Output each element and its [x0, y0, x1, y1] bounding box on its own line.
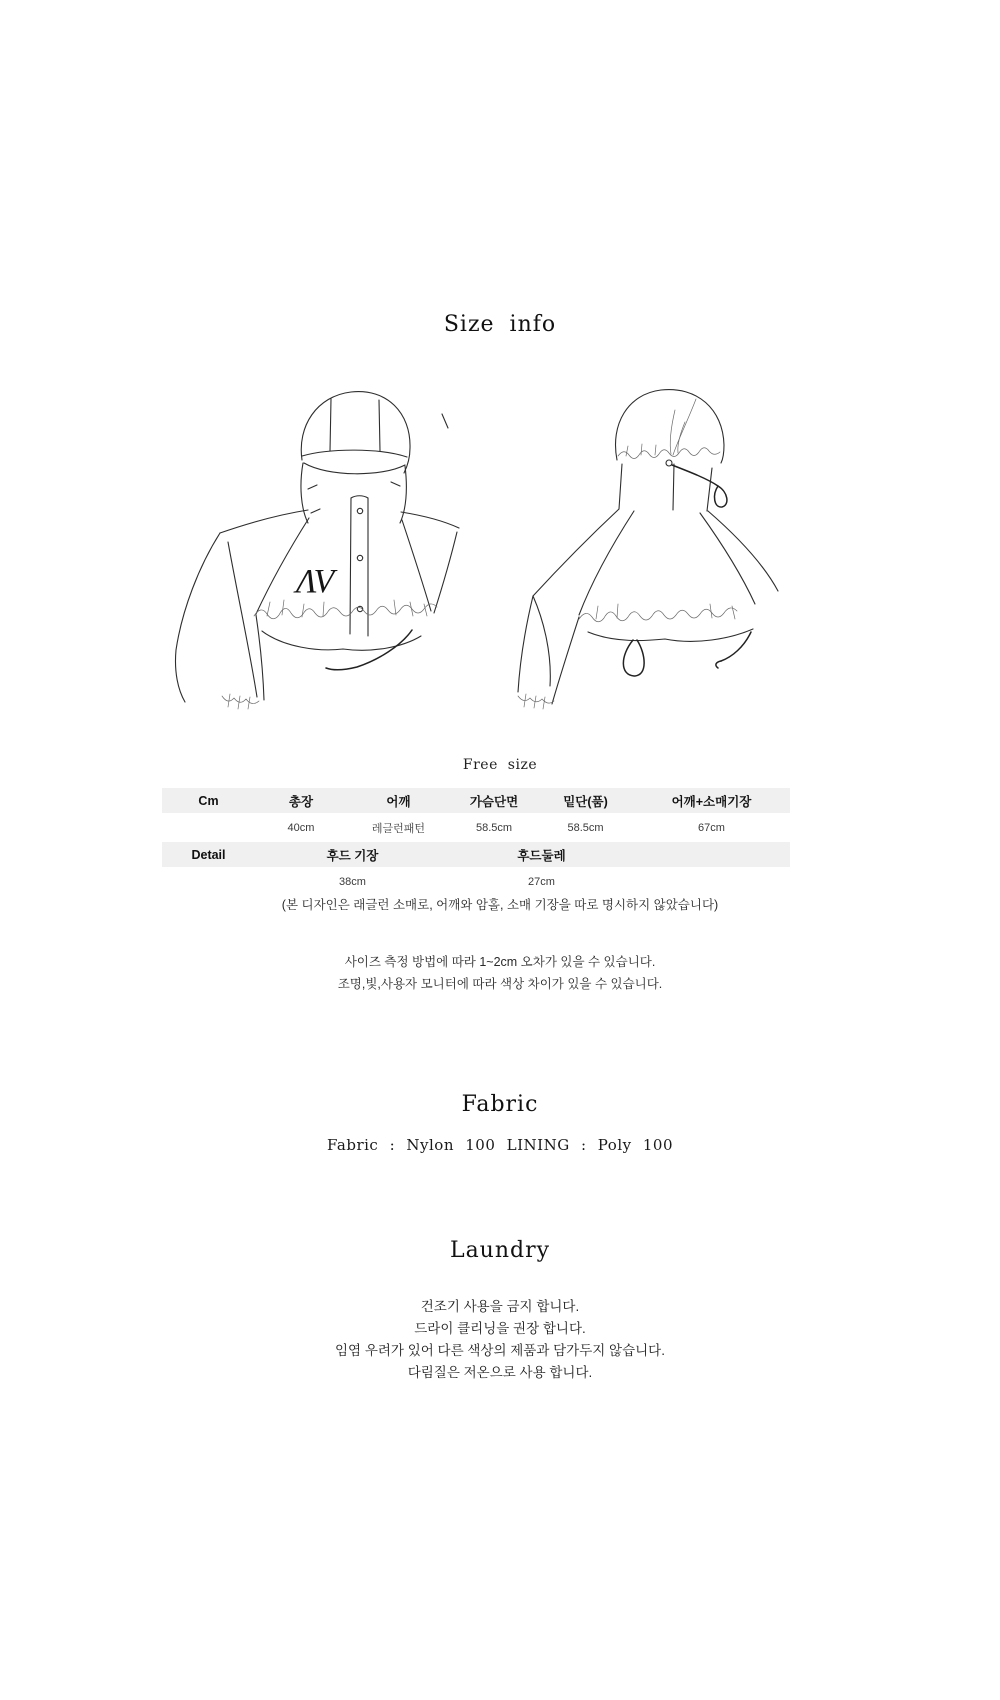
color-difference-disclaimer: 조명,빛,사용자 모니터에 따라 색상 차이가 있을 수 있습니다. — [337, 977, 663, 991]
value-hem: 58.5cm — [538, 813, 633, 842]
col-header-hood-length: 후드 기장 — [255, 842, 450, 867]
size-table — [162, 788, 790, 896]
size-tolerance-disclaimer: 사이즈 측정 방법에 따라 1~2cm 오차가 있을 수 있습니다. — [344, 955, 656, 969]
col-header-total-length: 총장 — [255, 788, 347, 813]
laundry-instruction-dryer: 건조기 사용을 금지 합니다. — [420, 1299, 580, 1314]
free-size-label: Free size — [462, 757, 538, 773]
col-header-hem: 밑단(품) — [538, 788, 633, 813]
col-header-shoulder: 어깨 — [347, 788, 450, 813]
detail-values-row — [162, 867, 790, 896]
laundry-instruction-iron: 다림질은 저온으로 사용 합니다. — [407, 1365, 593, 1380]
empty-cell — [633, 842, 790, 867]
fabric-composition: Fabric : Nylon 100 LINING : Poly 100 — [327, 1136, 673, 1154]
value-total-length: 40cm — [255, 813, 347, 842]
col-header-chest: 가슴단면 — [450, 788, 538, 813]
value-hood-circumference: 27cm — [450, 867, 633, 896]
value-chest: 58.5cm — [450, 813, 538, 842]
detail-label: Detail — [162, 842, 255, 867]
col-header-cm: Cm — [162, 788, 255, 813]
value-shoulder-sleeve: 67cm — [633, 813, 790, 842]
fabric-title: Fabric — [461, 1092, 539, 1117]
col-header-shoulder-sleeve: 어깨+소매기장 — [633, 788, 790, 813]
empty-cell — [162, 867, 255, 896]
laundry-instruction-color-transfer: 임염 우려가 있어 다른 색상의 제품과 담가두지 않습니다. — [335, 1343, 665, 1358]
size-info-title: Size info — [443, 312, 557, 337]
size-table-values-row — [162, 813, 790, 842]
empty-cell — [162, 813, 255, 842]
detail-header-row — [162, 842, 790, 867]
value-hood-length: 38cm — [255, 867, 450, 896]
design-note: (본 디자인은 래글런 소매로, 어깨와 암홀, 소매 기장을 따로 명시하지 않았습니다) — [281, 898, 719, 912]
size-table-header-row — [162, 788, 790, 813]
brand-logo: ΛV — [296, 563, 332, 600]
laundry-instruction-dryclean: 드라이 클리닝을 권장 합니다. — [414, 1321, 586, 1336]
value-shoulder: 레글런패턴 — [347, 813, 450, 842]
col-header-hood-circumference: 후드둘레 — [450, 842, 633, 867]
jacket-back-illustration — [460, 352, 782, 714]
jacket-front-illustration — [158, 352, 460, 714]
empty-cell — [633, 867, 790, 896]
laundry-title: Laundry — [449, 1238, 551, 1263]
